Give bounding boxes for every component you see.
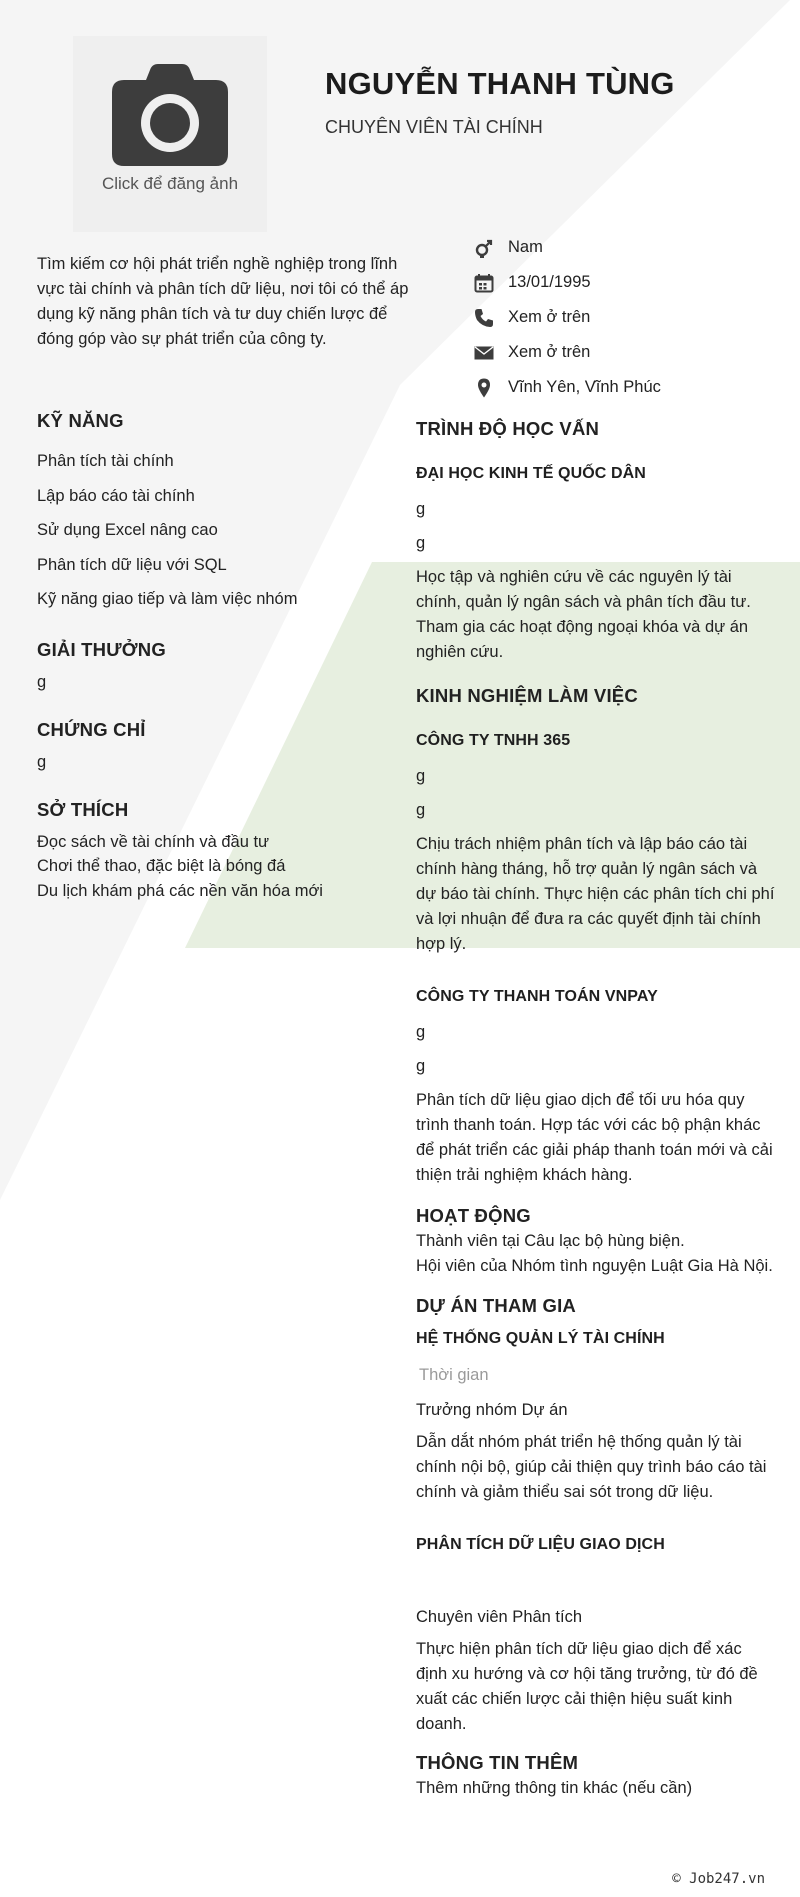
skill-item[interactable]: Sử dụng Excel nâng cao xyxy=(37,521,218,539)
awards-value[interactable]: g xyxy=(37,672,47,691)
contact-gender[interactable] xyxy=(472,230,792,265)
experience-title[interactable]: KINH NGHIỆM LÀM VIỆC xyxy=(416,685,638,706)
education-title[interactable]: TRÌNH ĐỘ HỌC VẤN xyxy=(416,418,600,439)
project-description[interactable]: Dẫn dắt nhóm phát triển hệ thống quản lý tài chính nội bộ, giúp cải thiện quy trình báo cáo tài chính và giảm thiểu sai sót trong dữ liệu. xyxy=(416,1433,767,1501)
education-description[interactable]: Học tập và nghiên cứu về các nguyên lý tài chính, quản lý ngân sách và phân tích đầu tư. Tham gia các hoạt động ngoại khóa và dự án nghiên cứu. xyxy=(416,568,751,661)
birthday-value: 13/01/1995 xyxy=(508,273,591,291)
candidate-name[interactable]: NGUYỄN THANH TÙNG xyxy=(325,66,675,101)
skill-item[interactable]: Kỹ năng giao tiếp và làm việc nhóm xyxy=(37,590,298,608)
job-line[interactable]: g xyxy=(416,767,426,785)
project-description[interactable]: Thực hiện phân tích dữ liệu giao dịch để xác định xu hướng và cơ hội tăng trưởng, từ đó đề xuất các chiến lược cải thiện hiệu suất kinh doanh. xyxy=(416,1640,758,1733)
project-time-placeholder[interactable]: Thời gian xyxy=(419,1366,489,1384)
projects-title[interactable]: DỰ ÁN THAM GIA xyxy=(416,1295,576,1316)
certificates-title[interactable]: CHỨNG CHỈ xyxy=(37,718,146,740)
company-name[interactable]: CÔNG TY THANH TOÁN VNPAY xyxy=(416,988,658,1005)
footer-copyright: © Job247.vn xyxy=(672,1871,765,1887)
skill-item[interactable]: Phân tích dữ liệu với SQL xyxy=(37,555,227,574)
school-name[interactable]: ĐẠI HỌC KINH TẾ QUỐC DÂN xyxy=(416,465,646,482)
job-title[interactable]: CHUYÊN VIÊN TÀI CHÍNH xyxy=(325,117,543,137)
gender-icon xyxy=(472,236,496,260)
activity-item[interactable]: Thành viên tại Câu lạc bộ hùng biện. xyxy=(416,1232,685,1250)
additional-info-title[interactable]: THÔNG TIN THÊM xyxy=(416,1752,579,1773)
activities-list xyxy=(416,1229,776,1278)
project-role[interactable]: Trưởng nhóm Dự án xyxy=(416,1401,568,1419)
contact-birthday[interactable] xyxy=(472,265,792,300)
left-column xyxy=(37,410,367,903)
phone-icon xyxy=(472,306,496,330)
project-name[interactable]: HỆ THỐNG QUẢN LÝ TÀI CHÍNH xyxy=(416,1330,665,1347)
calendar-icon xyxy=(472,271,496,295)
job-line[interactable]: g xyxy=(416,1057,426,1075)
additional-info-value[interactable]: Thêm những thông tin khác (nếu cần) xyxy=(416,1779,693,1797)
location-pin-icon xyxy=(472,376,496,400)
education-line[interactable]: g xyxy=(416,500,426,518)
hobby-item[interactable]: Chơi thể thao, đặc biệt là bóng đá xyxy=(37,857,286,875)
camera-icon xyxy=(112,64,228,166)
project-name[interactable]: PHÂN TÍCH DỮ LIỆU GIAO DỊCH xyxy=(416,1536,665,1553)
hobby-item[interactable]: Đọc sách về tài chính và đầu tư xyxy=(37,832,270,851)
address-value: Vĩnh Yên, Vĩnh Phúc xyxy=(508,378,661,396)
project-role[interactable]: Chuyên viên Phân tích xyxy=(416,1608,583,1626)
email-value: Xem ở trên xyxy=(508,343,591,361)
contact-phone[interactable] xyxy=(472,300,792,335)
hobbies-list xyxy=(37,830,367,904)
photo-upload[interactable] xyxy=(73,36,267,232)
hobby-item[interactable]: Du lịch khám phá các nền văn hóa mới xyxy=(37,881,323,900)
contact-info xyxy=(472,230,792,405)
skill-item[interactable]: Lập báo cáo tài chính xyxy=(37,486,195,505)
certificates-value[interactable]: g xyxy=(37,752,47,771)
hobbies-title[interactable]: SỞ THÍCH xyxy=(37,798,129,820)
email-icon xyxy=(472,341,496,365)
job-line[interactable]: g xyxy=(416,1023,426,1041)
activities-title[interactable]: HOẠT ĐỘNG xyxy=(416,1205,531,1226)
job-description[interactable]: Chịu trách nhiệm phân tích và lập báo cáo tài chính hàng tháng, hỗ trợ quản lý ngân sách và dự báo tài chính. Thực hiện các phân tích chi phí và lợi nhuận để đưa ra các quyết định tài chính hợp lý. xyxy=(416,835,775,953)
company-name[interactable]: CÔNG TY TNHH 365 xyxy=(416,732,571,749)
activity-item[interactable]: Hội viên của Nhóm tình nguyện Luật Gia Hà Nội. xyxy=(416,1256,773,1275)
skill-item[interactable]: Phân tích tài chính xyxy=(37,452,174,470)
job-description[interactable]: Phân tích dữ liệu giao dịch để tối ưu hóa quy trình thanh toán. Hợp tác với các bộ phận khác để phát triển các giải pháp thanh toán mới và cải thiện trải nghiệm khách hàng. xyxy=(416,1091,773,1184)
education-line[interactable]: g xyxy=(416,534,426,552)
contact-address[interactable] xyxy=(472,370,792,405)
career-objective[interactable]: Tìm kiếm cơ hội phát triển nghề nghiệp trong lĩnh vực tài chính và phân tích dữ liệu, nơi tôi có thể áp dụng kỹ năng phân tích và tư duy chiến lược để đóng góp vào sự phát triển của công ty. xyxy=(37,255,409,348)
skills-title[interactable]: KỸ NĂNG xyxy=(37,410,124,431)
skills-list xyxy=(37,444,367,617)
photo-caption: Click để đăng ảnh xyxy=(101,174,239,193)
right-column xyxy=(416,418,776,1801)
awards-title[interactable]: GIẢI THƯỞNG xyxy=(37,638,166,660)
phone-value: Xem ở trên xyxy=(508,308,591,326)
job-line[interactable]: g xyxy=(416,801,426,819)
gender-value: Nam xyxy=(508,238,543,256)
contact-email[interactable] xyxy=(472,335,792,370)
